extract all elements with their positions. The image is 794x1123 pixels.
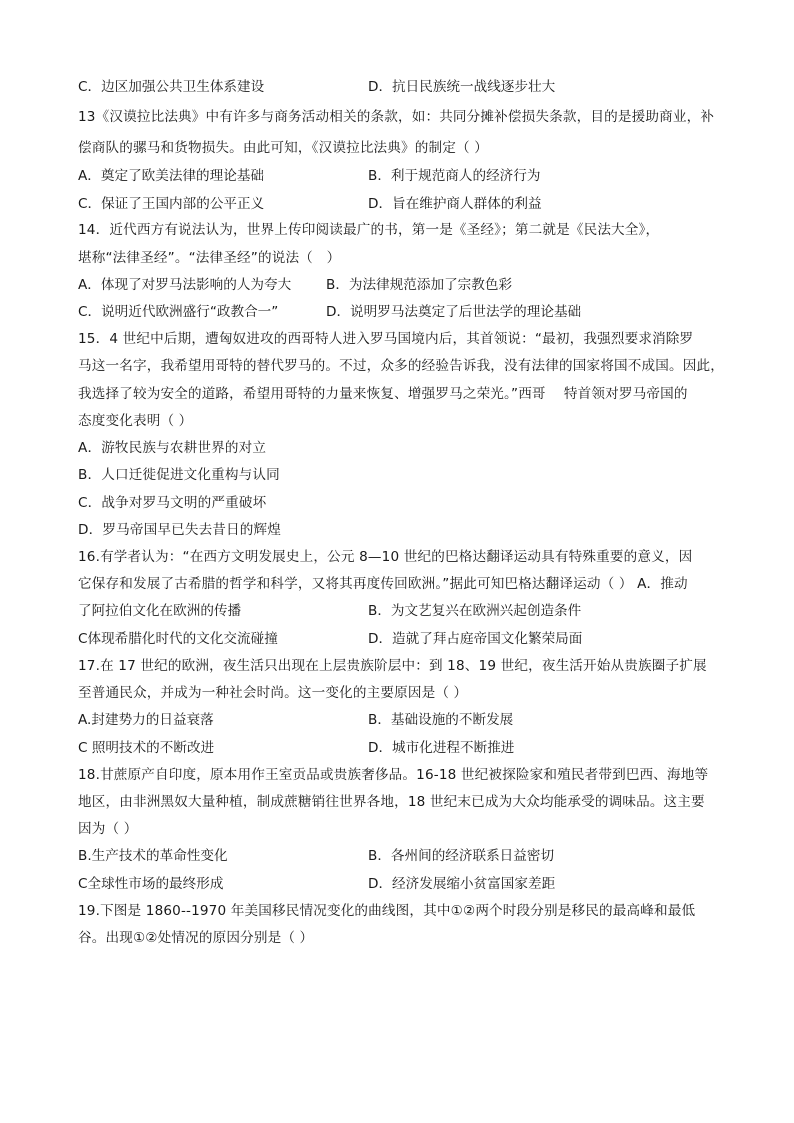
q17-option-a[interactable]: A.封建势力的日益衰落 <box>78 712 214 728</box>
q19-stem-line-1: 19.下图是 1860--1970 年美国移民情况变化的曲线图，其中①②两个时段分别是移民的最高峰和最低 <box>78 903 696 919</box>
q12-options-cd <box>78 77 754 97</box>
q13-option-b[interactable]: B．利于规范商人的经济行为 <box>368 168 541 184</box>
q16-option-b[interactable]: B．为文艺复兴在欧洲兴起创造条件 <box>368 603 582 619</box>
q15-option-b[interactable]: B．人口迁徙促进文化重构与认同 <box>78 467 280 483</box>
q16-stem-line-1: 16.有学者认为：“在西方文明发展史上，公元 8—10 世纪的巴格达翻译运动具有特殊重要的意义，因 <box>78 549 693 565</box>
q14-options-cd <box>78 302 754 322</box>
q17-option-d[interactable]: D．城市化进程不断推进 <box>368 740 515 756</box>
q18-option-a[interactable]: B.生产技术的革命性变化 <box>78 848 228 864</box>
q18-option-d[interactable]: D．经济发展缩小贫富国家差距 <box>368 876 556 892</box>
q16-options-ab <box>78 601 754 621</box>
q18-stem-line-3: 因为（ ） <box>78 821 138 837</box>
q18-stem-line-2: 地区，由非洲黑奴大量种植，制成蔗糖销往世界各地，18 世纪末已成为大众均能承受的调味品。这主要 <box>78 794 705 810</box>
q13-options-cd <box>78 194 754 214</box>
q16-option-d[interactable]: D．造就了拜占庭帝国文化繁荣局面 <box>368 631 583 647</box>
q18-options-cd <box>78 874 754 894</box>
q15-stem-line-1: 15．4 世纪中后期，遭匈奴进攻的西哥特人进入罗马国境内后，其首领说：“最初，我强烈要求消除罗 <box>78 331 694 347</box>
q18-stem-line-1: 18.甘蔗原产自印度，原本用作王室贡品或贵族奢侈品。16-18 世纪被探险家和殖民者带到巴西、海地等 <box>78 767 709 783</box>
q18-options-ab <box>78 846 754 866</box>
q17-stem-line-1: 17.在 17 世纪的欧洲，夜生活只出现在上层贵族阶层中：到 18、19 世纪，夜生活开始从贵族圈子扩展 <box>78 658 707 674</box>
q14-option-c[interactable]: C．说明近代欧洲盛行“政教合一” <box>78 304 279 320</box>
q16-options-cd <box>78 629 754 649</box>
q17-option-c[interactable]: C 照明技术的不断改进 <box>78 740 215 756</box>
q18-option-b[interactable]: B．各州间的经济联系日益密切 <box>368 848 555 864</box>
q14-option-a[interactable]: A．体现了对罗马法影响的人为夸大 <box>78 277 292 293</box>
q15-option-a[interactable]: A．游牧民族与农耕世界的对立 <box>78 440 267 456</box>
q12-option-d[interactable]: D．抗日民族统一战线逐步壮大 <box>368 79 556 95</box>
q13-stem-line-1: 13《汉谟拉比法典》中有许多与商务活动相关的条款，如：共同分摊补偿损失条款，目的是援助商业，补 <box>78 109 715 125</box>
q15-stem-line-2: 马这一名字，我希望用哥特的替代罗马的。不过，众多的经验告诉我，没有法律的国家将国不成国。因此， <box>78 358 724 374</box>
q13-stem-line-2: 偿商队的骡马和货物损失。由此可知，《汉谟拉比法典》的制定（ ） <box>78 140 488 156</box>
q14-stem-line-1: 14．近代西方有说法认为，世界上传印阅读最广的书，第一是《圣经》；第二就是《民法大全》， <box>78 222 660 238</box>
q15-option-c[interactable]: C．战争对罗马文明的严重破坏 <box>78 495 267 511</box>
q13-options-ab <box>78 166 754 186</box>
q12-option-c[interactable]: C．边区加强公共卫生体系建设 <box>78 79 265 95</box>
q15-stem-line-3: 我选择了较为安全的道路，希望用哥特的力量来恢复、增强罗马之荣光。”西哥 特首领对罗马帝国的 <box>78 386 688 402</box>
q16-option-c[interactable]: C体现希腊化时代的文化交流碰撞 <box>78 631 278 647</box>
q16-stem-line-2: 它保存和发展了古希腊的哲学和科学，又将其再度传回欧洲。”据此可知巴格达翻译运动（ ） A．推动 <box>78 576 688 592</box>
q14-stem-line-2: 堪称“法律圣经”。“法律圣经”的说法（ ） <box>78 250 341 266</box>
q18-option-c[interactable]: C全球性市场的最终形成 <box>78 876 224 892</box>
q13-option-d[interactable]: D．旨在维护商人群体的利益 <box>368 196 542 212</box>
q13-option-c[interactable]: C．保证了王国内部的公平正义 <box>78 196 265 212</box>
q14-option-b[interactable]: B．为法律规范添加了宗教色彩 <box>326 277 513 293</box>
q14-option-d[interactable]: D．说明罗马法奠定了后世法学的理论基础 <box>326 304 582 320</box>
q15-stem-line-4: 态度变化表明（ ） <box>78 413 193 429</box>
q19-stem-line-2: 谷。出现①②处情况的原因分别是（ ） <box>78 930 314 946</box>
q16-option-a-tail[interactable]: 了阿拉伯文化在欧洲的传播 <box>78 603 242 619</box>
q13-option-a[interactable]: A．奠定了欧美法律的理论基础 <box>78 168 265 184</box>
q14-options-ab <box>78 275 754 295</box>
q17-option-b[interactable]: B．基础设施的不断发展 <box>368 712 514 728</box>
q17-options-ab <box>78 710 754 730</box>
q17-options-cd <box>78 738 754 758</box>
q15-option-d[interactable]: D．罗马帝国早已失去昔日的辉煌 <box>78 522 282 538</box>
q17-stem-line-2: 至普通民众，并成为一种社会时尚。这一变化的主要原因是（ ） <box>78 685 468 701</box>
